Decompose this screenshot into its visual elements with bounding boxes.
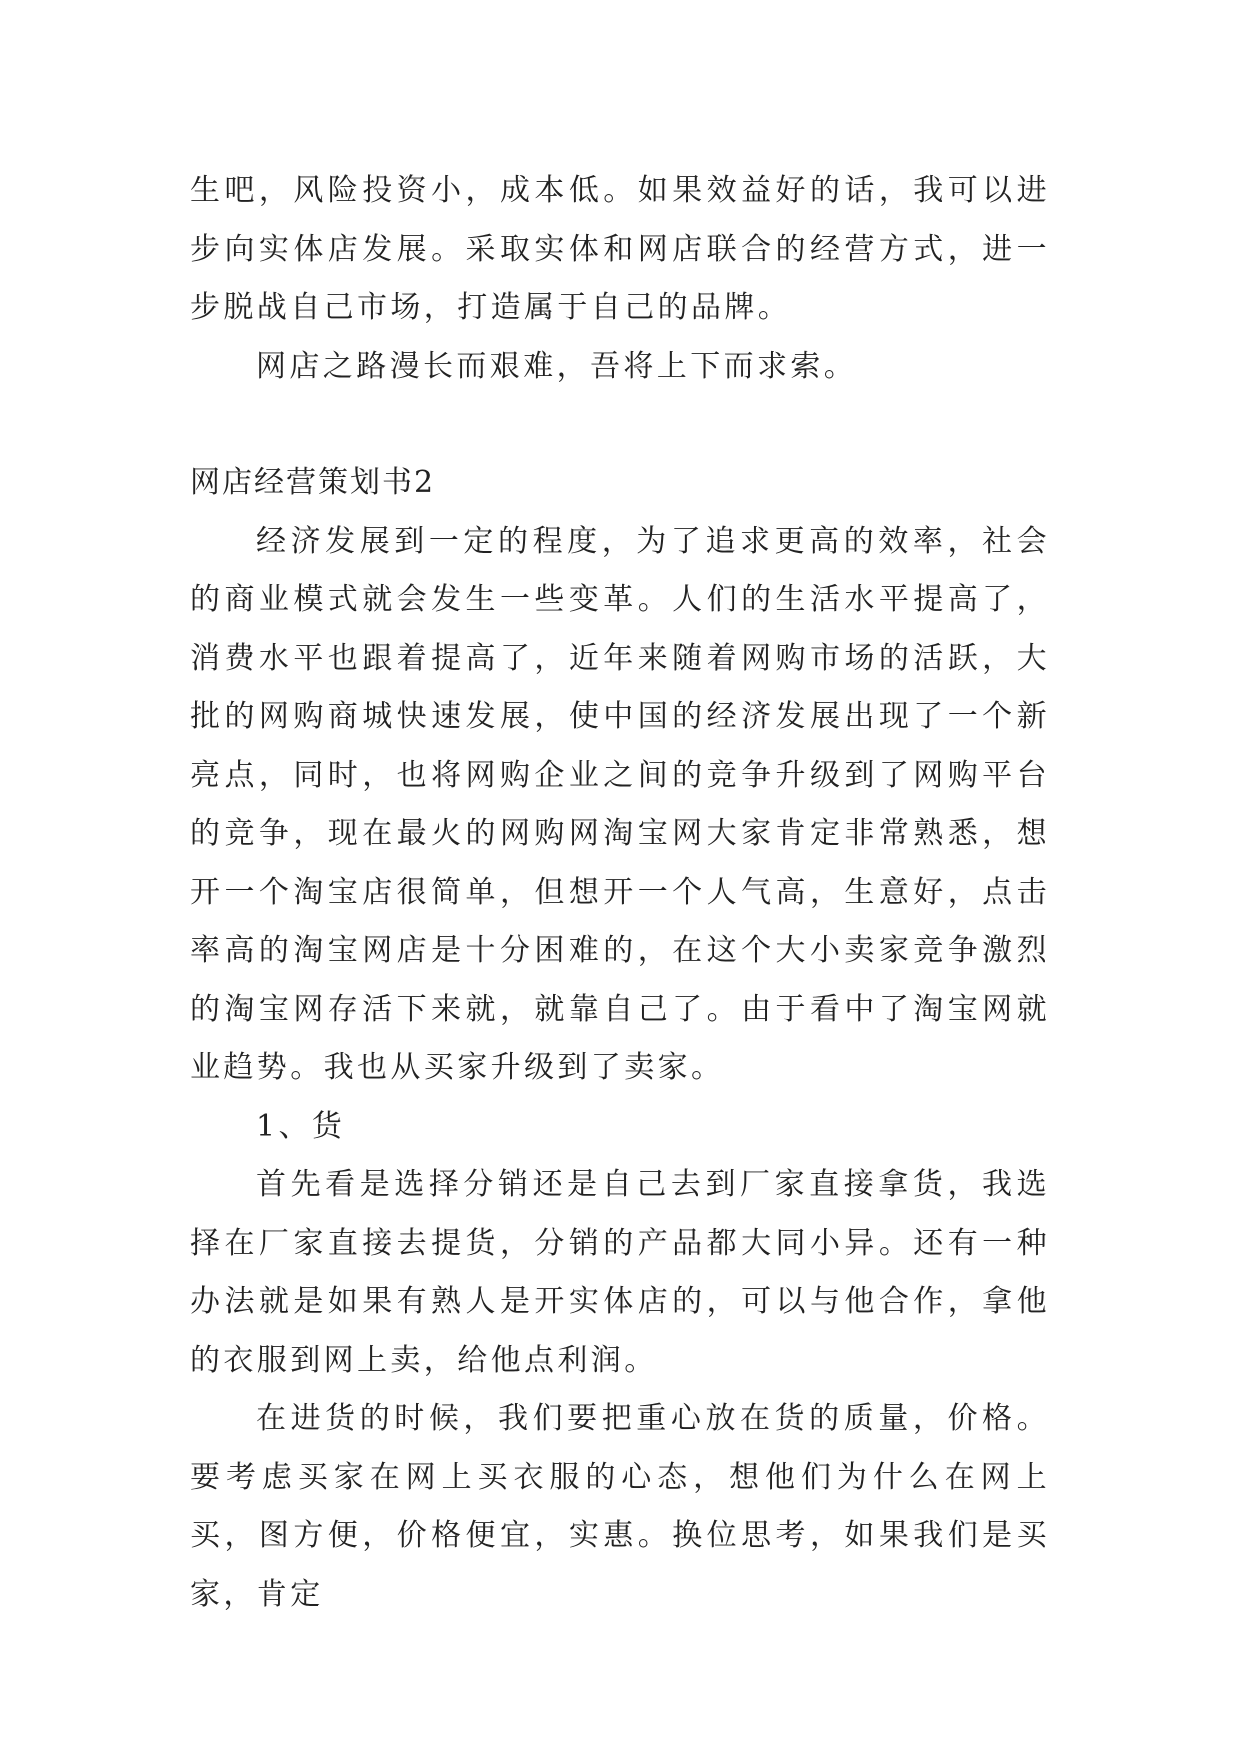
list-item-heading: 1、货 [256, 1108, 346, 1144]
section-heading: 网店经营策划书2 [190, 465, 436, 500]
paragraph-purchasing: 在进货的时候，我们要把重心放在货的质量，价格。要考虑买家在网上买衣服的心态，想他们为什么在网上买，图方便，价格便宜，实惠。换位思考，如果我们是买家，肯定 [190, 1401, 1050, 1612]
paragraph-continued: 生吧，风险投资小，成本低。如果效益好的话，我可以进步向实体店发展。采取实体和网店联合的经营方式，进一步脱战自己市场，打造属于自己的品牌。 [190, 173, 1050, 325]
paragraph-sourcing: 首先看是选择分销还是自己去到厂家直接拿货，我选择在厂家直接去提货，分销的产品都大同小异。还有一种办法就是如果有熟人是开实体店的，可以与他合作，拿他的衣服到网上卖，给他点利润。 [190, 1167, 1050, 1378]
document-body [190, 162, 1050, 1624]
paragraph-closing-line: 网店之路漫长而艰难，吾将上下而求索。 [256, 348, 858, 384]
paragraph-intro: 经济发展到一定的程度，为了追求更高的效率，社会的商业模式就会发生一些变革。人们的生活水平提高了，消费水平也跟着提高了，近年来随着网购市场的活跃，大批的网购商城快速发展，使中国的经济发展出现了一个新亮点，同时，也将网购企业之间的竞争升级到了网购平台的竞争，现在最火的网购网淘宝网大家肯定非常熟悉，想开一个淘宝店很简单，但想开一个人气高，生意好，点击率高的淘宝网店是十分困难的，在这个大小卖家竞争激烈的淘宝网存活下来就，就靠自己了。由于看中了淘宝网就业趋势。我也从买家升级到了卖家。 [190, 523, 1050, 1085]
